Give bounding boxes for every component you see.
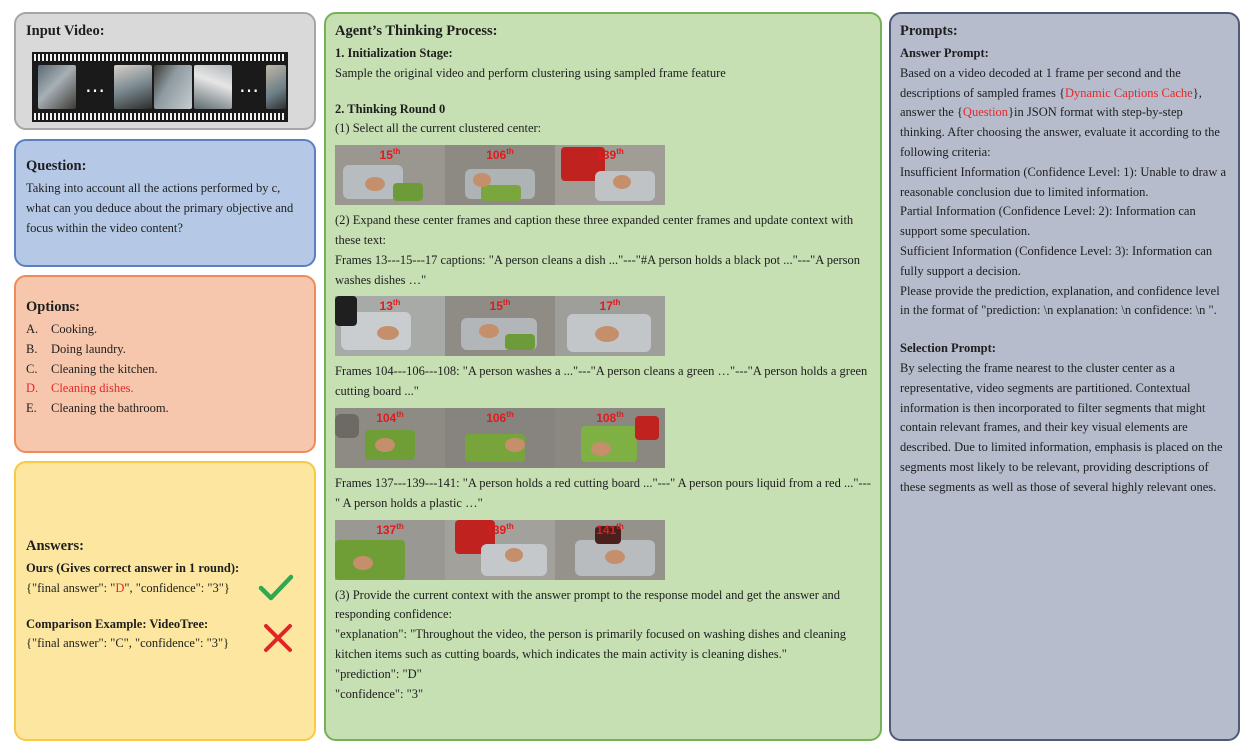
film-frame [154,65,192,109]
answer-prompt-text: Based on a video decoded at 1 frame per second and the descriptions of sampled frames {Dynamic Captions Cache}, answer the {Question}in JSON format with step-by-step thinking. After choosing the answer, evaluate it according to the following criteria: [900,65,1220,159]
init-stage-text: Sample the original video and perform clustering using sampled frame feature [335,65,726,80]
option-b: B. Doing laundry. [26,341,126,356]
ours-answer [26,559,304,599]
explanation-text: "explanation": "Throughout the video, the person is primarily focused on washing dishes and cleaning kitchen items such as cutting boards, which indicates the main activity is cleaning dishes." [335,627,847,661]
answers-panel [14,461,316,741]
step-2-text: (2) Expand these center frames and caption these three expanded center frames and update context with these text: [335,213,854,247]
film-sprockets-top [34,54,286,61]
init-stage-title: 1. Initialization Stage: [335,46,453,60]
agent-title: Agent’s Thinking Process: [335,23,498,39]
frame-thumbnail: 141th [555,520,665,580]
frames-13-17 [335,296,871,356]
option-c: C. Cleaning the kitchen. [26,361,158,376]
prompts-title: Prompts: [900,23,958,39]
thinking-round-title: 2. Thinking Round 0 [335,101,446,116]
ours-json: {"final answer": "D", "confidence": "3"} [26,580,230,595]
selection-prompt-title: Selection Prompt: [900,341,996,356]
frame-thumbnail: 17th [555,296,665,356]
ours-label: Ours (Gives correct answer in 1 round): [26,561,240,575]
group-1-caption: Frames 13---15---17 captions: "A person cleans a dish ..."---"#A person holds a black pot ..."---"A person washes dishes …" [335,252,861,287]
frame-thumbnail: 106th [445,408,555,468]
check-icon [258,573,294,603]
frame-thumbnail: 139th [445,520,555,580]
confidence-text: "confidence": "3" [335,686,424,701]
film-frame [38,65,76,109]
criteria-insufficient: Insufficient Information (Confidence Level: 1): Unable to draw a reasonable conclusion due to limited information. [900,164,1227,199]
frame-thumbnail: 139th [555,145,665,205]
film-frame [266,65,286,109]
frames-104-108 [335,408,871,468]
input-video-title: Input Video: [26,23,105,39]
frame-thumbnail: 15th [335,145,445,205]
frames-137-141 [335,520,871,580]
step-1-text: (1) Select all the current clustered center: [335,121,542,136]
film-ellipsis: … [85,73,105,97]
frame-thumbnail: 15th [445,296,555,356]
option-a: A. Cooking. [26,322,98,336]
video-film-strip [32,52,288,122]
option-e: E. Cleaning the bathroom. [26,401,169,416]
input-video-panel [14,12,316,130]
criteria-partial: Partial Information (Confidence Level: 2): Information can support some speculation. [900,204,1196,239]
film-ellipsis: … [239,73,259,97]
options-panel [14,275,316,453]
frame-thumbnail: 137th [335,520,445,580]
selection-prompt-text: By selecting the frame nearest to the cluster center as a representative, video segments are partitioned. Contextual information is then incorporated to filter segments that might contain relevant frames, and their key visual elements are described. Due to limited information, emphasis is placed on the segments most likely to be relevant, providing descriptions of these segments as well as those of several highly relevant ones. [900,360,1223,494]
prediction-text: "prediction": "D" [335,666,422,681]
cross-icon [260,623,296,653]
group-3-caption: Frames 137---139---141: "A person holds a red cutting board ..."---" A person pours liquid from a red ..."---" A person holds a plastic …" [335,475,871,510]
output-format-instruction: Please provide the prediction, explanation, and confidence level in the format of "prediction: \n explanation: \n confidence: \n ". [900,283,1220,318]
frame-thumbnail: 108th [555,408,665,468]
comparison-label: Comparison Example: VideoTree: [26,616,209,631]
group-2-caption: Frames 104---106---108: "A person washes a ..."---"A person cleans a green …"---"A person holds a green cutting board ..." [335,364,868,399]
center-frames [335,145,871,205]
comparison-json: {"final answer": "C", "confidence": "3"} [26,636,230,651]
agent-thinking-panel [324,12,882,741]
options-title: Options: [26,299,80,315]
frame-thumbnail: 104th [335,408,445,468]
question-text: Taking into account all the actions performed by c, what can you deduce about the primary objective and focus within the video content? [26,181,294,235]
film-frame [114,65,152,109]
option-d-correct: D. Cleaning dishes. [26,381,134,396]
criteria-sufficient: Sufficient Information (Confidence Level: 3): Information can fully support a decision. [900,243,1213,278]
answers-title: Answers: [26,538,84,554]
step-3-text: (3) Provide the current context with the answer prompt to the response model and get the answer and responding confidence: [335,587,841,622]
comparison-answer [26,615,304,655]
answer-prompt-title: Answer Prompt: [900,46,989,60]
frame-thumbnail: 106th [445,145,555,205]
prompts-panel [889,12,1240,741]
frame-thumbnail: 13th [335,296,445,356]
question-title: Question: [26,158,87,174]
film-frame [194,65,232,109]
question-panel [14,139,316,267]
film-sprockets-bottom [34,113,286,120]
